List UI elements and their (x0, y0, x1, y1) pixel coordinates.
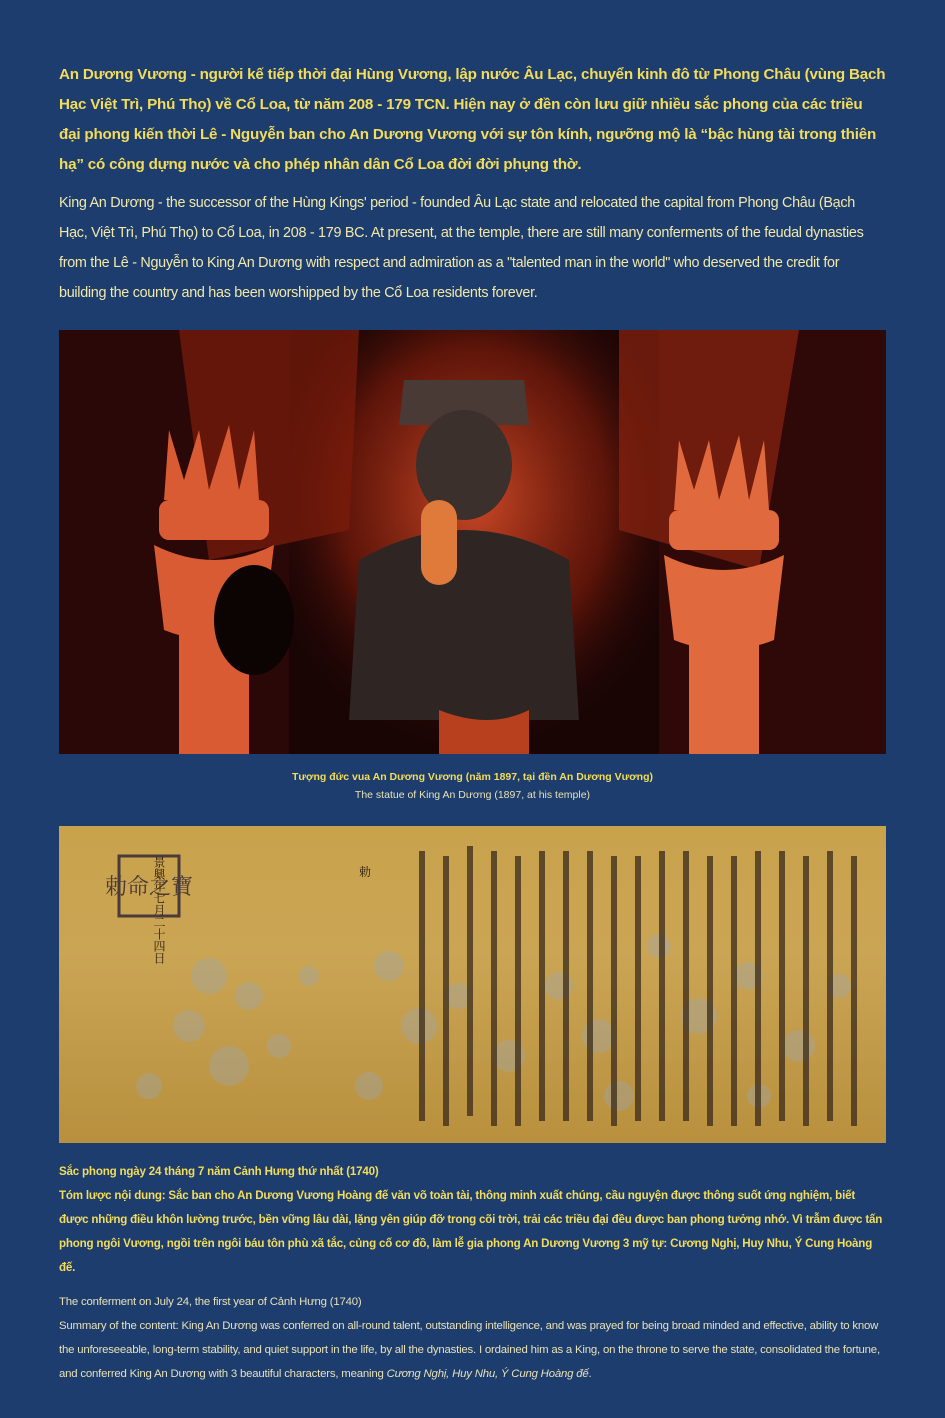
photo-caption (59, 768, 886, 804)
seal-text: 勅命之寶 (104, 875, 194, 900)
summary-english-end: . (588, 1368, 592, 1380)
photo-caption-english: The statue of King An Dương (1897, at his temple) (354, 789, 591, 801)
statue-illustration (59, 330, 886, 754)
summary-english-text: Summary of the content: King An Dương was conferred on all-round talent, outstanding intelligence, and was prayed for being broad minded and effective, ability to know the unforeseeable, long-term stability, and quiet support in the life, by all the dynasties. I ordained him as a King, on the throne to serve the state, consolidated the fortune, and conferred King An Dương with 3 beautiful characters, meaning (59, 1320, 880, 1380)
intro-english: King An Dương - the successor of the Hùng Kings' period - founded Âu Lạc state and relocated the capital from Phong Châu (Bạch Hạc, Việt Trì, Phú Thọ) to Cổ Loa, in 208 - 179 BC. At present, at the temple, there are still many conferments of the feudal dynasties from the Lê - Nguyễn to King An Dương with respect and admiration as a "talented man in the world" who deserved the credit for building the country and has been worshipped by the Cổ Loa residents forever. (59, 195, 864, 301)
calligraphy-columns (419, 846, 857, 1126)
photo-caption-vietnamese: Tượng đức vua An Dương Vương (năm 1897, tại đền An Dương Vương) (291, 771, 653, 783)
conferment-description (59, 1160, 886, 1386)
conferment-title-english: The conferment on July 24, the first year of Cảnh Hưng (1740) (59, 1296, 362, 1308)
summary-english-italic: Cương Nghị, Huy Nhu, Ý Cung Hoàng đế (386, 1368, 589, 1380)
intro-block (59, 60, 886, 308)
document-illustration (59, 826, 886, 1143)
statue-photo (59, 330, 886, 754)
conferment-document-image (59, 826, 886, 1143)
conferment-summary-english (59, 1314, 886, 1386)
date-column: 景興年七月二十四日 (152, 856, 166, 964)
conferment-title-vietnamese: Sắc phong ngày 24 tháng 7 năm Cảnh Hưng thứ nhất (1740) (59, 1165, 379, 1178)
chi-character: 勅 (359, 865, 372, 879)
conferment-summary-vietnamese: Tóm lược nội dung: Sắc ban cho An Dương Vương Hoàng đế văn võ toàn tài, thông minh xuất chúng, cầu nguyện được thông suốt ứng nghiệm, biết được những điều khôn lường trước, bền vững lâu dài, lặng yên giúp đỡ trong cõi trời, trải các triều đại đều được ban phong tưởng nhớ. Vì trẫm được tấn phong ngôi Vương, ngồi trên ngôi báu tôn phù xã tắc, củng cố cơ đồ, làm lễ gia phong An Dương Vương 3 mỹ tự: Cương Nghị, Huy Nhu, Ý Cung Hoàng đế. (59, 1189, 883, 1274)
intro-vietnamese: An Dương Vương - người kế tiếp thời đại Hùng Vương, lập nước Âu Lạc, chuyển kinh đô từ Phong Châu (vùng Bạch Hạc Việt Trì, Phú Thọ) về Cổ Loa, từ năm 208 - 179 TCN. Hiện nay ở đền còn lưu giữ nhiều sắc phong của các triều đại phong kiến thời Lê - Nguyễn ban cho An Dương Vương với sự tôn kính, ngưỡng mộ là “bậc hùng tài trong thiên hạ” có công dựng nước và cho phép nhân dân Cổ Loa đời đời phụng thờ. (59, 66, 886, 173)
